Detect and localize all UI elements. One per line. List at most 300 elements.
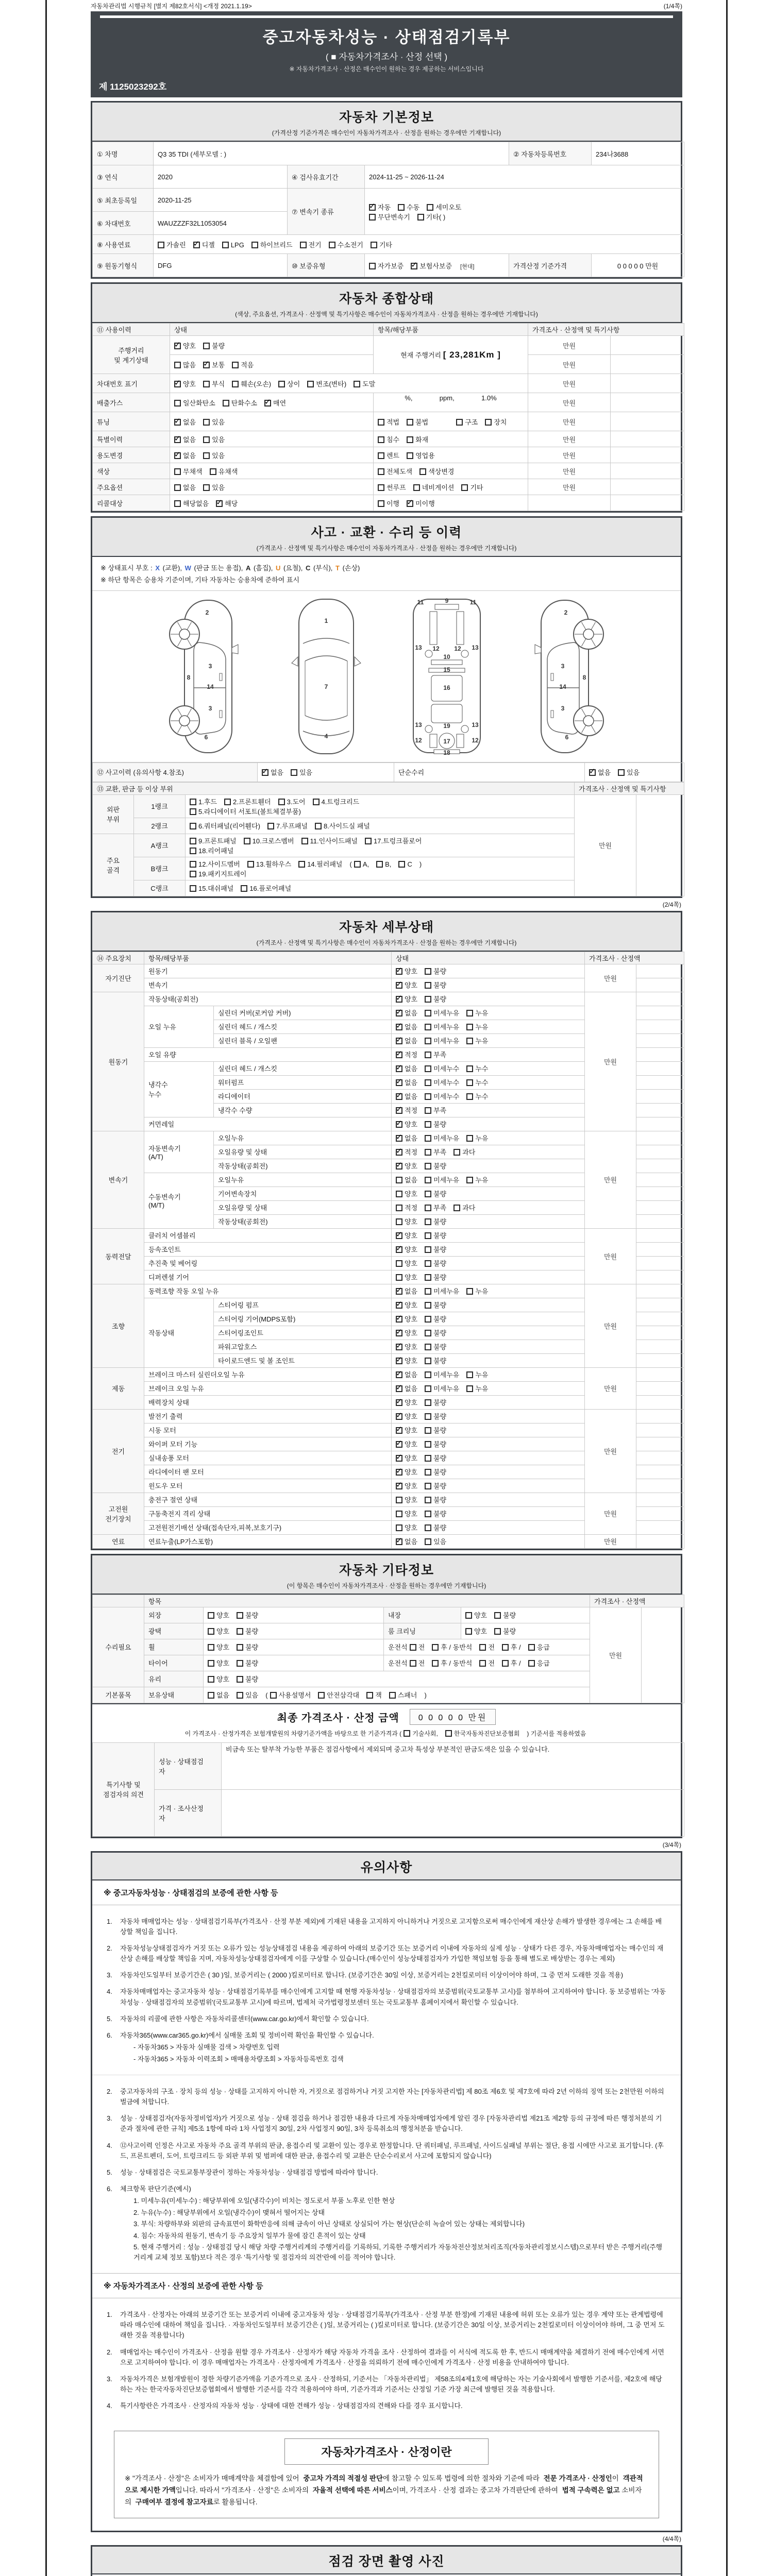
check-option-label: 5.라디에이터 서포트(볼트체결부품): [198, 807, 301, 816]
checkbox[interactable]: [456, 419, 463, 426]
checkbox-checked[interactable]: [396, 1455, 402, 1462]
checkbox[interactable]: [479, 1644, 486, 1651]
check-option: [396, 1022, 417, 1031]
check-option: [407, 498, 435, 508]
rank-items-line: [190, 821, 570, 831]
checkbox[interactable]: [425, 1385, 431, 1392]
checkbox[interactable]: [425, 1469, 431, 1476]
checkbox-checked[interactable]: [174, 419, 181, 426]
checkbox-checked[interactable]: [369, 204, 376, 211]
checkbox-checked[interactable]: [396, 1107, 402, 1114]
checkbox[interactable]: [425, 1024, 431, 1030]
checkbox-checked[interactable]: [396, 1232, 402, 1239]
checkbox-checked[interactable]: [396, 1288, 402, 1295]
checkbox[interactable]: [461, 484, 468, 491]
checkbox[interactable]: [396, 1497, 402, 1503]
check-option: [237, 1626, 258, 1636]
check-option-label: 한국자동차진단보증협회: [453, 1730, 520, 1737]
check-option: [203, 434, 225, 444]
checkbox[interactable]: [410, 1660, 416, 1667]
checkbox[interactable]: [425, 1065, 431, 1072]
check-option: [396, 1314, 417, 1324]
checkbox[interactable]: [241, 885, 247, 892]
rank-label: B랭크: [134, 857, 186, 880]
checkbox[interactable]: [208, 1644, 214, 1651]
check-option: [396, 1328, 417, 1337]
checkbox[interactable]: [365, 838, 372, 844]
checkbox[interactable]: [270, 1692, 277, 1699]
checkbox[interactable]: [307, 381, 314, 387]
checkbox[interactable]: [466, 1385, 473, 1392]
checkbox[interactable]: [174, 468, 181, 475]
checkbox-checked[interactable]: [216, 500, 223, 507]
item-options: [204, 1655, 384, 1671]
checkbox[interactable]: [407, 436, 413, 443]
checkbox[interactable]: [410, 1644, 416, 1651]
checkbox[interactable]: [425, 1079, 431, 1086]
checkbox[interactable]: [291, 769, 297, 776]
notice-item-number: 4.: [107, 1988, 112, 1996]
check-option: [425, 1161, 446, 1171]
checkbox[interactable]: [376, 861, 383, 868]
checkbox-checked[interactable]: [396, 1358, 402, 1364]
check-option-label: 불량: [433, 1232, 447, 1240]
checkbox-checked[interactable]: [174, 436, 181, 443]
checkbox[interactable]: [208, 1628, 214, 1635]
check-option-label: 양호: [405, 1524, 418, 1532]
checkbox[interactable]: [425, 1274, 431, 1281]
check-option: [425, 1355, 446, 1365]
checkbox[interactable]: [398, 861, 405, 868]
checkbox[interactable]: [174, 400, 181, 406]
checkbox[interactable]: [174, 362, 181, 368]
checkbox[interactable]: [466, 1371, 473, 1378]
svg-text:9: 9: [445, 597, 449, 604]
checkbox[interactable]: [425, 1441, 431, 1448]
checkbox[interactable]: [466, 1065, 473, 1072]
etc-info-section: [91, 1554, 682, 1838]
checkbox-checked[interactable]: [396, 1330, 402, 1336]
checkbox-checked[interactable]: [174, 381, 181, 387]
checkbox-checked[interactable]: [396, 1413, 402, 1420]
law-header-row: [91, 0, 682, 11]
checkbox[interactable]: [453, 1205, 460, 1211]
checkbox[interactable]: [502, 1660, 509, 1667]
checkbox[interactable]: [203, 419, 210, 426]
checkbox[interactable]: [425, 1093, 431, 1100]
checkbox[interactable]: [425, 1038, 431, 1044]
check-option: [376, 860, 391, 868]
checkbox[interactable]: [369, 263, 376, 269]
checkbox-checked[interactable]: [396, 1121, 402, 1128]
checkbox[interactable]: [313, 799, 320, 805]
check-option: [365, 836, 422, 845]
checkbox[interactable]: [396, 1218, 402, 1225]
checkbox[interactable]: [329, 242, 335, 248]
check-option-label: 불량: [433, 1162, 447, 1171]
checkbox-checked[interactable]: [411, 263, 417, 269]
checkbox[interactable]: [251, 242, 258, 248]
checkbox[interactable]: [425, 1316, 431, 1323]
notice-item-text: 자동차매매업자는 중고자동차 성능 · 상태점검기록부를 매수인에게 고지할 때 현행 자동차성능 · 상태점검자의 보증범위(국토교통부 고시)를 첨부하여 고지하여야 합니다. 동 보증범위는 '자동차성능 · 상태점검자의 보증범위'(국토교통부 고시)에 따르며, 법제처 국가법령정보센터 또는 국토교통부 홈페이지에서 확인할 수 있습니다.: [120, 1988, 666, 2006]
checkbox[interactable]: [396, 1511, 402, 1517]
checkbox[interactable]: [425, 968, 431, 975]
checkbox[interactable]: [432, 1660, 439, 1667]
checkbox[interactable]: [425, 1455, 431, 1462]
table-row: [93, 1534, 684, 1548]
check-option: [208, 1674, 229, 1684]
checkbox[interactable]: [203, 484, 210, 491]
checkbox[interactable]: [237, 1628, 243, 1635]
checkbox-checked[interactable]: [396, 982, 402, 989]
checkbox[interactable]: [466, 1010, 473, 1016]
current-mileage: 현재 주행거리 [ 23,281Km ]: [374, 336, 528, 374]
checkbox-checked[interactable]: [203, 362, 210, 368]
table-row: [93, 165, 684, 189]
check-option-label: 부족: [433, 1107, 447, 1115]
checkbox[interactable]: [466, 1079, 473, 1086]
checkbox-checked[interactable]: [396, 1538, 402, 1545]
check-option: [369, 261, 404, 270]
table-row: [93, 1409, 684, 1423]
page-marker-1: (1/4쪽): [663, 3, 682, 10]
checkbox[interactable]: [300, 242, 307, 248]
price-cell: 만원: [528, 355, 611, 374]
checkbox-checked[interactable]: [174, 452, 181, 459]
checkbox[interactable]: [466, 1135, 473, 1142]
check-option: [396, 1091, 417, 1101]
checkbox[interactable]: [427, 204, 433, 211]
table-row: [93, 992, 684, 1006]
checkbox[interactable]: [425, 1260, 431, 1267]
checkbox[interactable]: [425, 1330, 431, 1336]
checkbox-checked[interactable]: [396, 1052, 402, 1058]
check-option: [465, 1626, 487, 1636]
checkbox[interactable]: [417, 214, 424, 221]
checkbox[interactable]: [425, 1107, 431, 1114]
checkbox[interactable]: [425, 1010, 431, 1016]
checkbox[interactable]: [425, 1358, 431, 1364]
check-option-label: 렌트: [386, 451, 400, 460]
checkbox[interactable]: [425, 1052, 431, 1058]
check-option-label: 불량: [212, 342, 225, 350]
checkbox-checked[interactable]: [396, 1038, 402, 1044]
checkbox-checked[interactable]: [396, 1302, 402, 1309]
first-registration-value: 2020-11-25: [154, 189, 288, 212]
checkbox[interactable]: [425, 1483, 431, 1489]
checkbox[interactable]: [278, 799, 285, 805]
checkbox[interactable]: [378, 452, 384, 459]
checkbox[interactable]: [378, 419, 384, 426]
checkbox[interactable]: [466, 1038, 473, 1044]
checkbox[interactable]: [210, 468, 216, 475]
check-option: [307, 379, 346, 388]
checkbox-checked[interactable]: [589, 769, 596, 776]
check-option-label: 불량: [433, 1510, 447, 1518]
checkbox-checked[interactable]: [396, 1385, 402, 1392]
checkbox[interactable]: [485, 419, 492, 426]
checkbox[interactable]: [203, 343, 210, 349]
checkbox[interactable]: [425, 1149, 431, 1156]
checkbox-checked[interactable]: [396, 1371, 402, 1378]
notice-item-text: 중고자동차의 구조 · 장치 등의 성능 · 상태를 고지하지 아니한 자, 거짓으로 점검하거나 거짓 고지한 자는 [자동차관리법] 제 80조 제6호 및 제7호에 따라 2년 이하의 징역 또는 2천만원 이하의 벌금에 처합니다.: [120, 2088, 664, 2106]
checkbox[interactable]: [190, 808, 196, 815]
check-option: [396, 1286, 417, 1296]
checkbox[interactable]: [237, 1612, 243, 1619]
checkbox[interactable]: [366, 1692, 373, 1699]
checkbox[interactable]: [267, 823, 274, 829]
text-segment: ): [419, 860, 422, 868]
checkbox[interactable]: [396, 1205, 402, 1211]
check-option-label: 있음: [627, 769, 640, 777]
notice-item-text: 성능 · 상태점검자(자동차정비업자)가 거짓으로 성능 · 상태 점검을 하거나 점검한 내용과 다르게 자동차매매업자에게 알린 경우 [자동차관리법 제21조 제2항 등의 규정에 따른 행정처분의 기준과 절차에 관한 규칙] 제5조 1항에 따라 1차 사업정지 30일, 2차 사업정지 90일, 3차 등록취소의 행정처분을 받습니다.: [120, 2114, 662, 2133]
vin-label: ⑥ 차대번호: [93, 212, 154, 235]
checkbox[interactable]: [224, 799, 231, 805]
checkbox[interactable]: [465, 1628, 472, 1635]
check-option: [398, 202, 419, 212]
checkbox[interactable]: [413, 484, 420, 491]
checkbox[interactable]: [190, 861, 196, 868]
notes-cell: [636, 1479, 684, 1493]
checkbox-checked[interactable]: [396, 1469, 402, 1476]
checkbox[interactable]: [378, 500, 384, 507]
checkbox[interactable]: [432, 1644, 439, 1651]
checkbox-checked[interactable]: [396, 1163, 402, 1170]
checkbox[interactable]: [232, 381, 239, 387]
checkbox[interactable]: [203, 381, 210, 387]
checkbox[interactable]: [466, 1177, 473, 1183]
check-option: [425, 1119, 446, 1129]
opinion-text: [222, 1789, 684, 1836]
check-option-label: A,: [362, 860, 369, 868]
item-state-options: [392, 1395, 585, 1409]
col-major-device: ⑭ 주요장치: [93, 952, 144, 964]
checkbox[interactable]: [425, 1163, 431, 1170]
check-option: [425, 1481, 446, 1490]
checkbox[interactable]: [396, 1524, 402, 1531]
checkbox[interactable]: [208, 1612, 214, 1619]
table-row: [93, 189, 684, 212]
checkbox[interactable]: [425, 1344, 431, 1350]
checkbox[interactable]: [203, 436, 210, 443]
checkbox[interactable]: [301, 838, 308, 844]
item-label: 스티어링 기어(MDPS포함): [214, 1312, 392, 1326]
checkbox[interactable]: [278, 381, 285, 387]
check-option-label: 양호: [474, 1612, 488, 1620]
item-state-options: [392, 1298, 585, 1312]
checkbox[interactable]: [528, 1644, 535, 1651]
checkbox[interactable]: [354, 381, 360, 387]
checkbox[interactable]: [244, 838, 250, 844]
checkbox[interactable]: [369, 214, 376, 221]
checkbox-checked[interactable]: [262, 769, 268, 776]
check-option: [396, 1189, 417, 1198]
checkbox-checked[interactable]: [396, 1149, 402, 1156]
checkbox[interactable]: [502, 1644, 509, 1651]
checkbox-checked[interactable]: [396, 1344, 402, 1350]
checkbox-checked[interactable]: [264, 400, 271, 406]
checkbox[interactable]: [174, 500, 181, 507]
checkbox[interactable]: [247, 861, 254, 868]
checkbox[interactable]: [174, 484, 181, 491]
notes-cell: [636, 1020, 684, 1033]
checkbox[interactable]: [407, 419, 413, 426]
checkbox-checked[interactable]: [396, 1010, 402, 1016]
checkbox[interactable]: [425, 1135, 431, 1142]
checkbox[interactable]: [407, 452, 413, 459]
checkbox[interactable]: [190, 871, 196, 877]
section-subtitle: (이 항목은 매수인이 자동차가격조사 · 산정을 원하는 경우에만 기재합니다): [287, 1582, 486, 1589]
checkbox-checked[interactable]: [396, 1316, 402, 1323]
checkbox[interactable]: [190, 799, 196, 805]
check-option: [425, 1453, 446, 1463]
checkbox[interactable]: [465, 1612, 472, 1619]
check-option-label: 17.트렁크플로어: [373, 837, 422, 845]
check-option-label: 불량: [433, 1246, 447, 1254]
checkbox[interactable]: [425, 982, 431, 989]
checkbox[interactable]: [318, 1692, 325, 1699]
inspector-opinion-table: [92, 1742, 684, 1837]
checkbox[interactable]: [425, 1177, 431, 1183]
checkbox[interactable]: [237, 1676, 243, 1683]
checkbox-checked[interactable]: [193, 242, 200, 248]
checkbox[interactable]: [528, 1660, 535, 1667]
checkbox[interactable]: [425, 1427, 431, 1434]
checkbox[interactable]: [425, 1413, 431, 1420]
checkbox[interactable]: [618, 769, 625, 776]
checkbox-checked[interactable]: [396, 1065, 402, 1072]
check-option-label: 양호: [216, 1675, 230, 1684]
car-name-label: ① 차명: [93, 142, 154, 165]
checkbox-checked[interactable]: [396, 1024, 402, 1030]
main-options-label: 주요옵션: [93, 479, 170, 495]
checkbox[interactable]: [190, 823, 196, 829]
checkbox[interactable]: [190, 838, 196, 844]
simple-repair-options: [585, 762, 684, 782]
checkbox[interactable]: [419, 468, 426, 475]
checkbox[interactable]: [190, 885, 196, 892]
checkbox-checked[interactable]: [396, 1093, 402, 1100]
checkbox[interactable]: [466, 1093, 473, 1100]
checkbox[interactable]: [208, 1660, 214, 1667]
checkbox[interactable]: [208, 1676, 214, 1683]
price-cell: 만원: [528, 336, 611, 355]
checkbox[interactable]: [425, 1232, 431, 1239]
law-header-text: 자동차관리법 시행규칙 [별지 제82호서식] <개정 2021.1.19>: [91, 3, 252, 10]
checkbox[interactable]: [222, 242, 229, 248]
check-option: [528, 1658, 550, 1668]
check-option: [251, 240, 293, 249]
checkbox[interactable]: [208, 1692, 214, 1699]
checkbox[interactable]: [237, 1692, 243, 1699]
checkbox[interactable]: [494, 1612, 501, 1619]
checkbox[interactable]: [425, 1246, 431, 1253]
checkbox-checked[interactable]: [396, 1427, 402, 1434]
checkbox[interactable]: [237, 1644, 243, 1651]
checkbox[interactable]: [425, 1371, 431, 1378]
text-segment: 이며, 가격조사 · 산정 결과는 중고차 가격판단에 관하여: [392, 2486, 560, 2495]
checkbox-checked[interactable]: [396, 1135, 402, 1142]
checkbox[interactable]: [425, 1205, 431, 1211]
checkbox[interactable]: [396, 1191, 402, 1197]
checkbox[interactable]: [425, 1121, 431, 1128]
checkbox[interactable]: [494, 1628, 501, 1635]
checkbox[interactable]: [378, 436, 384, 443]
checkbox[interactable]: [425, 1538, 431, 1545]
checkbox[interactable]: [396, 1260, 402, 1267]
check-option-label: 적정: [405, 1148, 418, 1157]
checkbox-checked[interactable]: [407, 500, 413, 507]
checkbox[interactable]: [398, 204, 405, 211]
checkbox[interactable]: [425, 1399, 431, 1406]
checkbox[interactable]: [425, 1497, 431, 1503]
checkbox-checked[interactable]: [396, 1246, 402, 1253]
svg-text:12: 12: [454, 645, 461, 652]
checkbox[interactable]: [425, 1302, 431, 1309]
checkbox[interactable]: [389, 1692, 396, 1699]
checkbox[interactable]: [425, 996, 431, 1003]
checkbox-checked[interactable]: [396, 1079, 402, 1086]
check-option-label: 양호: [183, 380, 196, 388]
checkbox-checked[interactable]: [396, 968, 402, 975]
checkbox[interactable]: [466, 1288, 473, 1295]
text-segment: ) 기준서를 적용하였음: [527, 1730, 586, 1737]
checkbox[interactable]: [425, 1218, 431, 1225]
checkbox-checked[interactable]: [174, 343, 181, 349]
checkbox[interactable]: [378, 484, 384, 491]
check-option-label: 19.패키지트레이: [198, 870, 247, 878]
checkbox[interactable]: [479, 1660, 486, 1667]
checkbox-checked[interactable]: [396, 1399, 402, 1406]
checkbox[interactable]: [315, 823, 322, 829]
main-options-part-options: [374, 479, 528, 495]
check-option-label: 전체도색: [386, 467, 413, 476]
item-state-options: [392, 1173, 585, 1187]
checkbox[interactable]: [425, 1191, 431, 1197]
checkbox[interactable]: [425, 1524, 431, 1531]
checkbox[interactable]: [203, 452, 210, 459]
checkbox[interactable]: [445, 1730, 452, 1737]
checkbox[interactable]: [237, 1660, 243, 1667]
page-right-rule: [726, 0, 728, 2576]
check-option-label: 불량: [433, 1260, 447, 1268]
checkbox[interactable]: [396, 1177, 402, 1183]
check-option: [396, 1355, 417, 1365]
checkbox[interactable]: [378, 468, 384, 475]
checkbox[interactable]: [453, 1149, 460, 1156]
checkbox[interactable]: [232, 362, 239, 368]
checkbox[interactable]: [425, 1511, 431, 1517]
checkbox[interactable]: [425, 1288, 431, 1295]
checkbox-checked[interactable]: [396, 1441, 402, 1448]
checkbox[interactable]: [354, 861, 361, 868]
checkbox-checked[interactable]: [396, 1483, 402, 1489]
checkbox[interactable]: [371, 242, 377, 248]
notice-item-number: 1.: [107, 1917, 112, 1925]
checkbox[interactable]: [158, 242, 164, 248]
checkbox[interactable]: [404, 1730, 410, 1737]
item-label: 타이어: [144, 1655, 204, 1671]
notice-item-subline: - 자동차365 > 자동차 이력조회 > 매매용차량조회 > 자동차등록번호 검색: [133, 2055, 344, 2063]
checkbox[interactable]: [396, 1274, 402, 1281]
checkbox-checked[interactable]: [396, 996, 402, 1003]
notice-item-text: 매매업자는 매수인이 가격조사 · 산정을 원할 경우 가격조사 · 산정자가 해당 자동차 가격을 조사 · 산정하여 결과를 이 서식에 적도록 한 후, 반드시 매매계약을 체결하기 전에 매수인에게 서면으로 고지하여야 합니다. 이 경우 매매업자는 가격조사 · 산정자에게 가격조사 · 산정을 의뢰하기 전에 매수인에게 가격조사 · 산정 비용을 안내하여야 합니다.: [120, 2348, 664, 2366]
checkbox[interactable]: [190, 848, 196, 854]
checkbox[interactable]: [298, 861, 305, 868]
checkbox[interactable]: [223, 400, 229, 406]
checkbox[interactable]: [466, 1024, 473, 1030]
col-price: 가격조사 · 산정액: [585, 952, 684, 964]
